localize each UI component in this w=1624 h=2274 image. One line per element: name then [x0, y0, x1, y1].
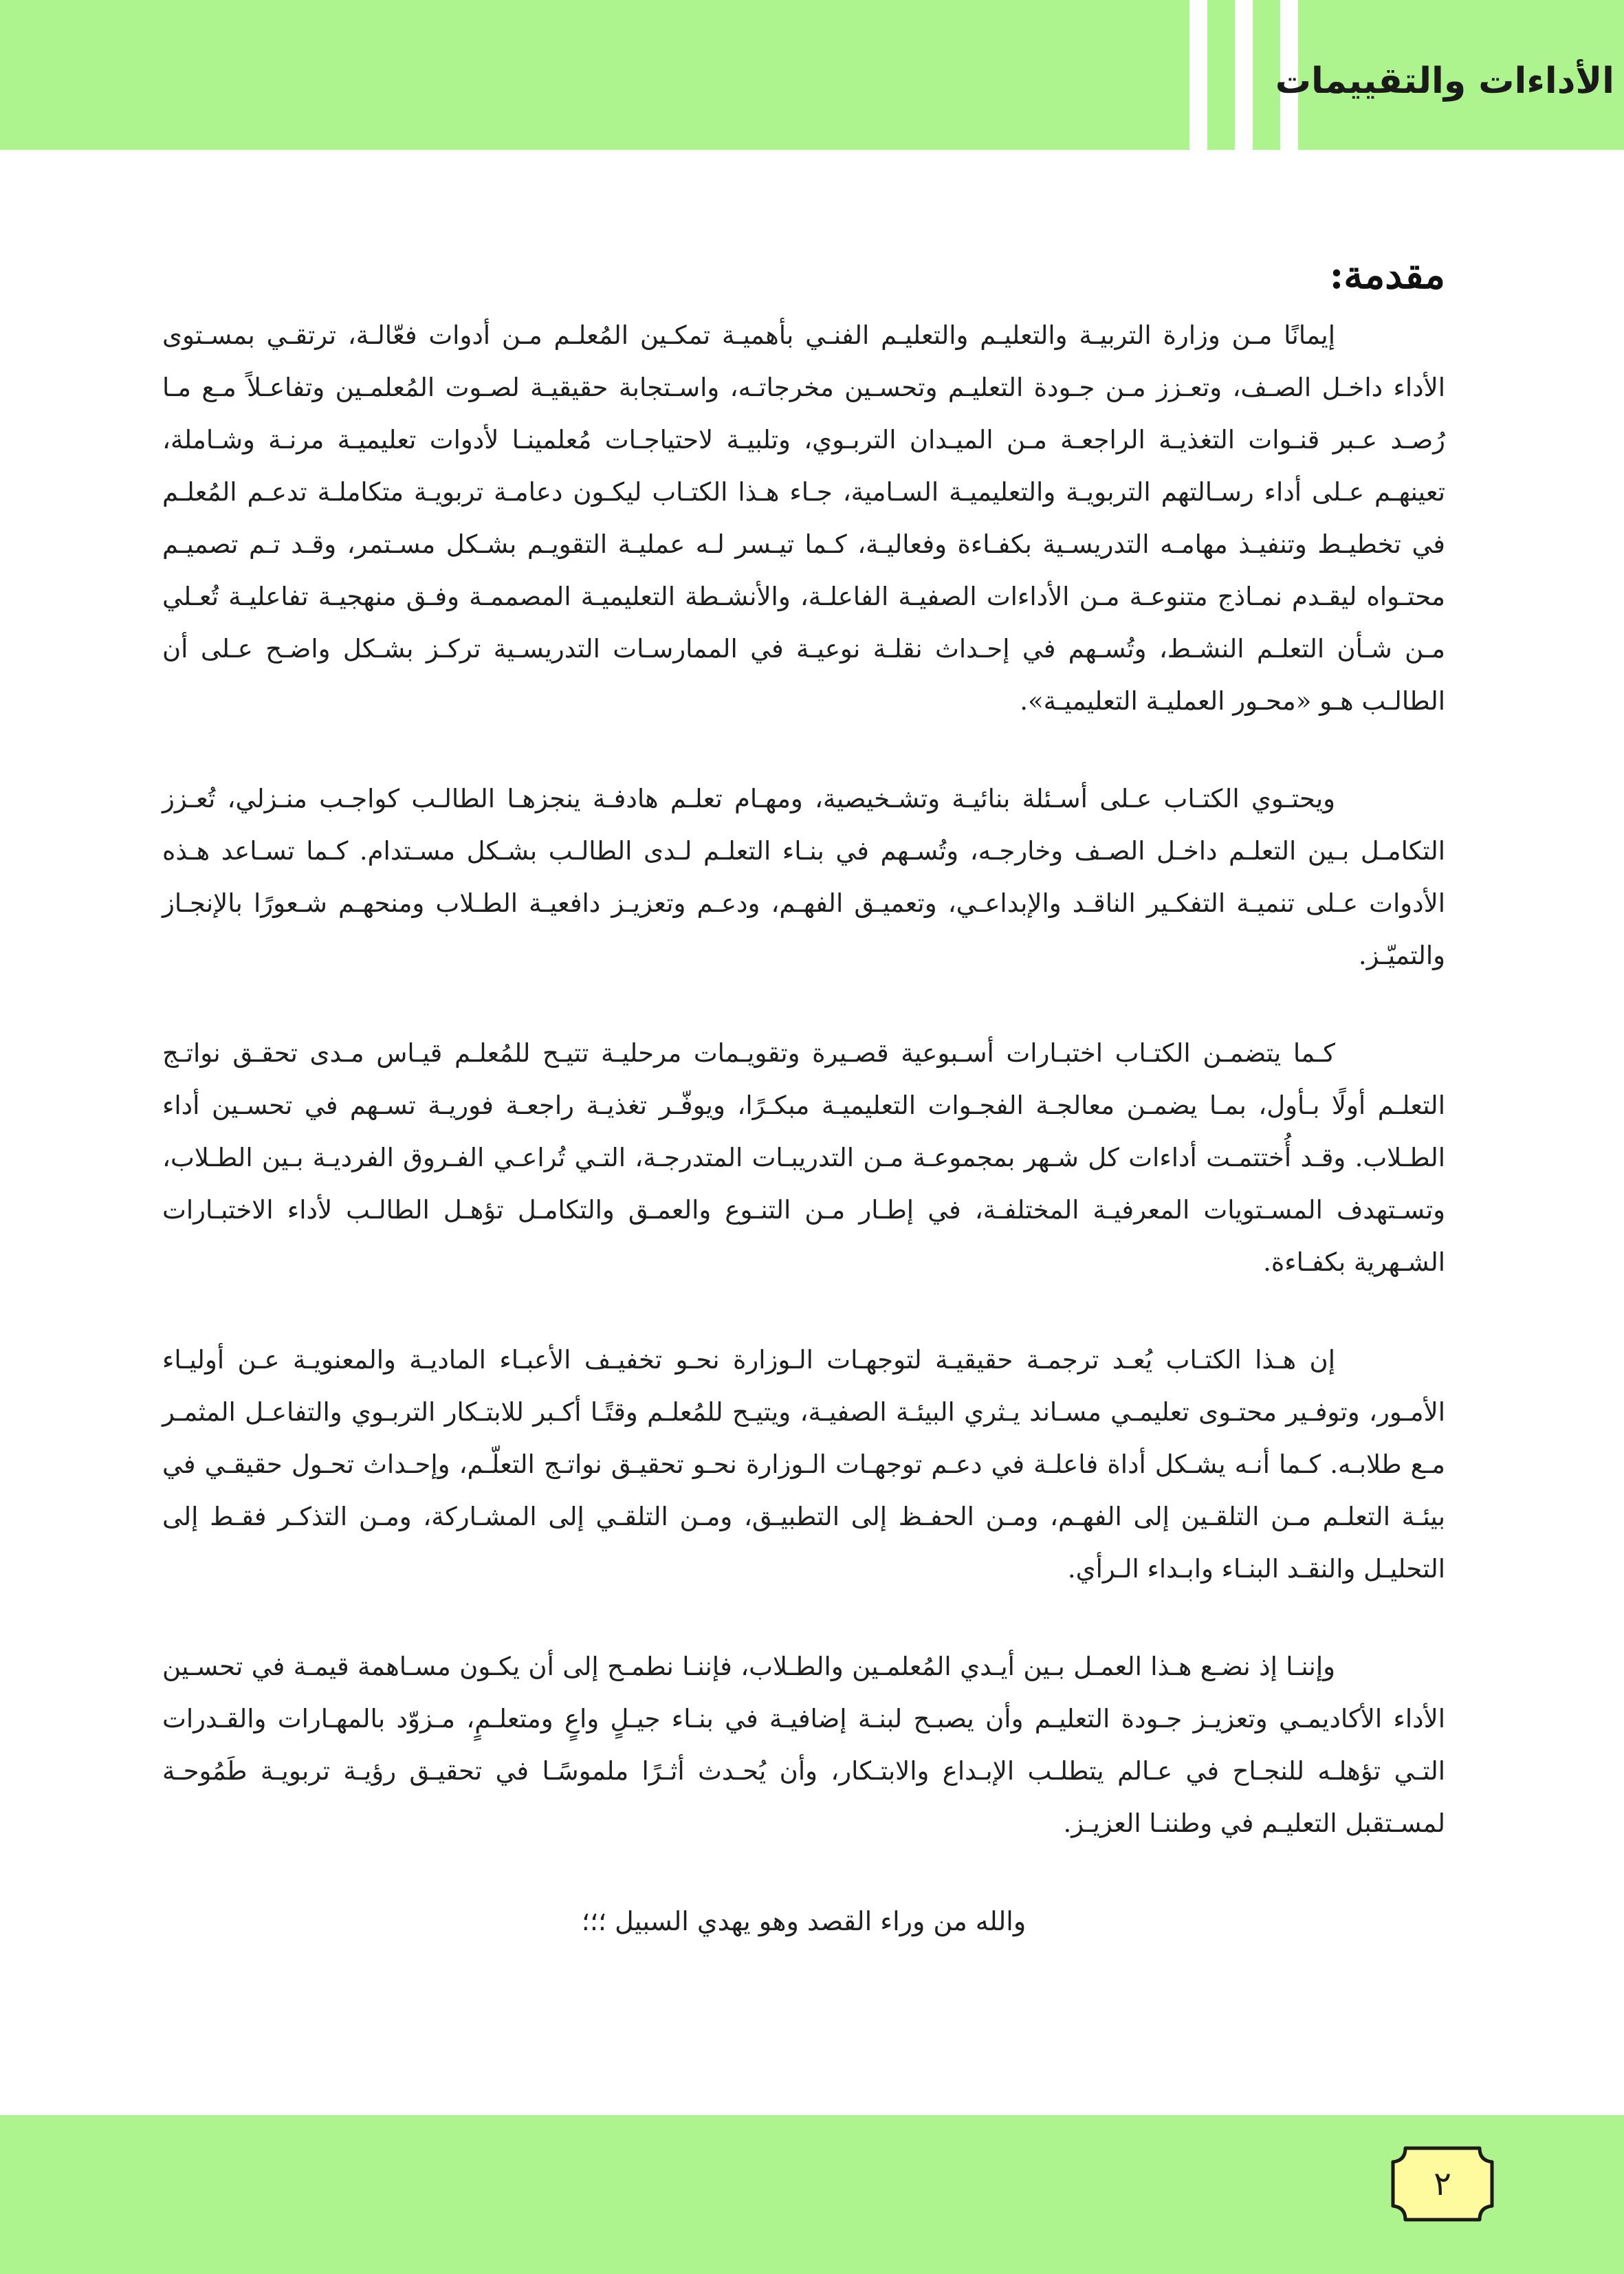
document-body — [162, 252, 1445, 1947]
header-stripe — [1189, 0, 1207, 150]
paragraph: ويحتـوي الكتـاب عـلى أسـئلة بنائيـة وتشـخيصية، ومهـام تعلـم هادفـة ينجزهـا الطالـب كواجـب منـزلي، تُعـزز التكامـل بـين التعلـم داخـل الصـف وخارجـه، وتُسـهم في بنـاء التعلـم لـدى الطالـب بشـكل مسـتدام. كـما تسـاعد هـذه الأدوات عـلى تنميـة التفكـير الناقـد والإبداعـي، وتعميـق الفهـم، ودعـم وتعزيـز دافعيـة الطـلاب ومنحهـم شـعورًا بالإنجـاز والتميّـز. — [162, 784, 1445, 970]
page-number: ٢ — [1434, 2165, 1451, 2203]
section-title: مقدمة: — [1329, 252, 1445, 298]
paragraph: إن هـذا الكتـاب يُعـد ترجمـة حقيقيـة لتوجهـات الـوزارة نحـو تخفيـف الأعبـاء الماديـة والمعنويـة عـن أوليـاء الأمـور، وتوفـير محتـوى تعليمـي مسـاند يـثري البيئـة الصفيـة، ويتيـح للمُعلـم وقتًـا أكـبر للابتـكار التربـوي والتفاعـل المثمـر مـع طلابـه. كـما أنـه يشـكل أداة فاعلـة في دعـم توجهـات الـوزارة نحـو تحقيـق نواتـج التعلّـم، وإحـداث تحـول حقيقـي في بيئـة التعلـم مـن التلقـين إلى الفهـم، ومـن الحفـظ إلى التطبيـق، ومـن التلقـي إلى المشـاركة، ومـن التذكـر فقـط إلى التحليـل والنقـد البنـاء وابـداء الـرأي. — [162, 1345, 1445, 1584]
paragraph: إيمانًا مـن وزارة التربيـة والتعليـم والتعليـم الفنـي بأهميـة تمكـين المُعلـم مـن أدوات فعّالـة، ترتقـي بمسـتوى الأداء داخـل الصـف، وتعـزز مـن جـودة التعليـم وتحسـين مخرجاتـه، واسـتجابة حقيقيـة لصـوت المُعلمـين وتفاعـلاً مـع مـا رُصـد عـبر قنـوات التغذيـة الراجعـة مـن الميـدان التربـوي، وتلبيـة لاحتياجـات مُعلمينـا لأدوات تعليميـة مرنـة وشـاملة، تعينهـم عـلى أداء رسـالتهم التربويـة والتعليميـة السـامية، جـاء هـذا الكتـاب ليكـون دعامـة تربويـة متكاملـة تدعـم المُعلـم في تخطيـط وتنفيـذ مهامـه التدريسـية بكفـاءة وفعاليـة، كـما تيـسر لـه عمليـة التقويـم بشـكل مسـتمر، وقـد تـم تصميـم محتـواه ليقـدم نمـاذج متنوعـة مـن الأداءات الصفيـة الفاعلـة، والأنشـطة التعليميـة المصممـة وفـق منهجيـة تفاعليـة تُعـلي مـن شـأن التعلـم النشـط، وتُسـهم في إحـداث نقلـة نوعيـة في الممارسـات التدريسـية تركـز بشـكل واضـح عـلى أن الطالـب هـو «محـور العمليـة التعليميـة». — [162, 320, 1445, 716]
header-stripe — [1235, 0, 1253, 150]
running-header-title: الأداءات والتقييمات — [1275, 61, 1614, 102]
paragraph: وإننـا إذ نضـع هـذا العمـل بـين أيـدي المُعلمـين والطـلاب، فإننـا نطمـح إلى أن يكـون مسـاهمة قيمـة في تحسـين الأداء الأكاديمـي وتعزيـز جـودة التعليـم وأن يصبـح لبنـة إضافيـة في بنـاء جيـلٍ واعٍ ومتعلـمٍ، مـزوّد بالمهـارات والقـدرات التـي تؤهلـه للنجـاح في عـالم يتطلـب الإبـداع والابتـكار، وأن يُحـدث أثـرًا ملموسًـا في تحقيـق رؤيـة تربويـة طَمُوحـة لمسـتقبل التعليـم في وطننـا العزيـز. — [162, 1652, 1445, 1838]
paragraph: كـما يتضمـن الكتـاب اختبـارات أسـبوعية قصـيرة وتقويـمات مرحليـة تتيـح للمُعلـم قيـاس مـدى تحقـق نواتـج التعلـم أولًا بـأول، بمـا يضمـن معالجـة الفجـوات التعليميـة مبكـرًا، ويوفّـر تغذيـة راجعـة فوريـة تسـهم في تحسـين أداء الطـلاب. وقـد أُختتمـت أداءات كل شـهر بمجموعـة مـن التدريبـات المتدرجـة، التـي تُراعـي الفـروق الفرديـة بـين الطـلاب، وتسـتهدف المسـتويات المعرفيـة المختلفـة، في إطـار مـن التنـوع والعمـق والتكامـل تؤهـل الطالـب لأداء الاختبـارات الشـهرية بكفـاءة. — [162, 1038, 1445, 1277]
closing-line: والله من وراء القصد وهو يهدي السبيل ؛؛؛ — [581, 1906, 1027, 1936]
footer-band — [0, 2115, 1624, 2274]
